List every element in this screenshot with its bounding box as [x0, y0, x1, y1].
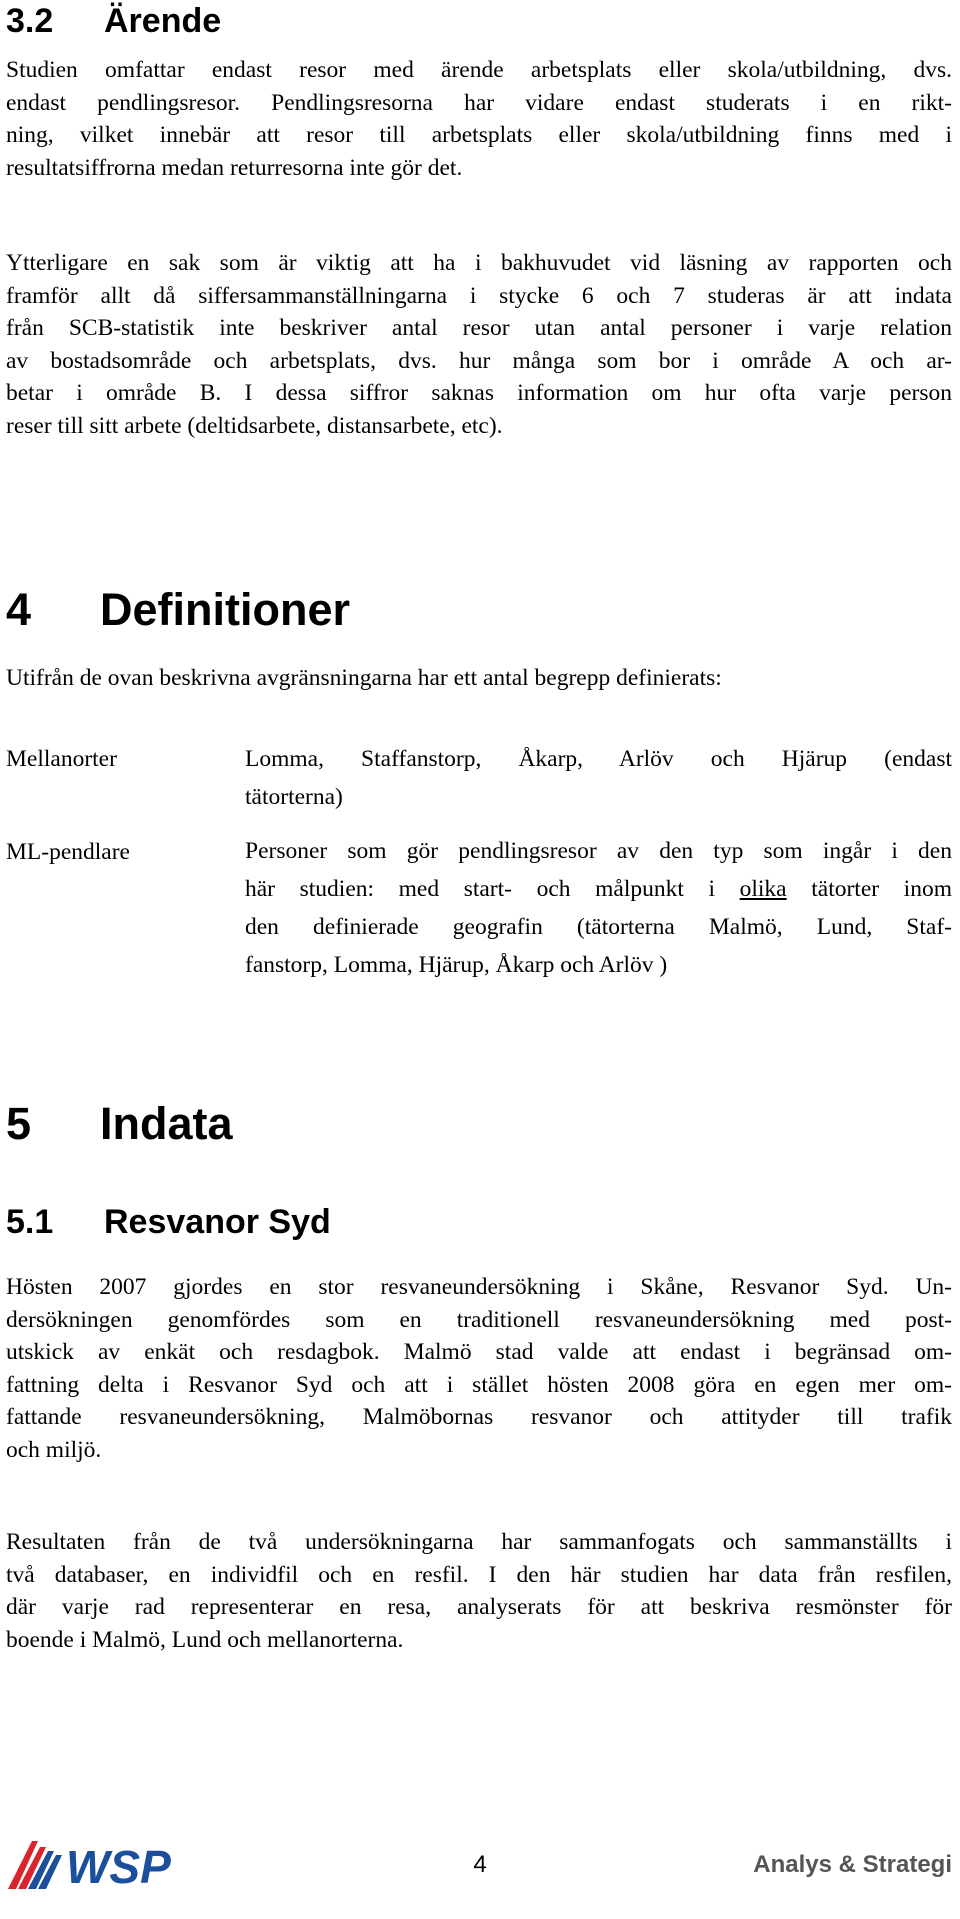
definition-term-mellanorter: Mellanorter — [6, 746, 117, 772]
text-line: den definierade geografin (tätorterna Malmö, Lund, Staf- — [245, 914, 952, 940]
underlined-word: olika — [739, 876, 787, 902]
text-line: Lomma, Staffanstorp, Åkarp, Arlöv och Hjärup (endast — [245, 746, 952, 772]
text-line: Personer som gör pendlingsresor av den typ som ingår i den — [245, 838, 952, 864]
text-line: Utifrån de ovan beskrivna avgränsningarna har ett antal begrepp definierats: — [6, 665, 722, 691]
text-line: fattande resvaneundersökning, Malmöbornas resvanor och attityder till trafik — [6, 1404, 952, 1430]
text-line: endast pendlingsresor. Pendlingsresorna har vidare endast studerats i en rikt- — [6, 89, 952, 116]
section-title: Resvanor Syd — [104, 1203, 331, 1241]
section-number: 5.1 — [6, 1203, 54, 1241]
paragraph-arende-1 — [6, 54, 952, 184]
text-line: framför allt då siffersammanställningarna i stycke 6 och 7 studeras är att indata — [6, 282, 952, 309]
page-number: 4 — [473, 1851, 487, 1878]
text-line: och miljö. — [6, 1436, 102, 1463]
section-title: Ärende — [104, 2, 222, 40]
section-number: 4 — [6, 584, 32, 635]
text-line: där varje rad representerar en resa, analyserats för att beskriva resmönster för — [6, 1594, 952, 1620]
paragraph-resvanor-2 — [6, 1526, 952, 1656]
text-line — [245, 870, 952, 908]
section-heading-5 — [6, 1098, 233, 1150]
definition-term-ml-pendlare: ML-pendlare — [6, 839, 130, 865]
page-footer — [0, 1835, 960, 1895]
section-title: Definitioner — [100, 584, 351, 635]
section-heading-5-1 — [6, 1203, 331, 1242]
text-line: Hösten 2007 gjordes en stor resvaneundersökning i Skåne, Resvanor Syd. Un- — [6, 1274, 952, 1300]
text-line: utskick av enkät och resdagbok. Malmö stad valde att endast i begränsad om- — [6, 1339, 952, 1365]
section-title: Indata — [100, 1098, 233, 1149]
text-line: boende i Malmö, Lund och mellanorterna. — [6, 1626, 404, 1653]
definition-desc-ml-pendlare — [245, 832, 952, 984]
text-fragment: här studien: med start- och målpunkt i — [245, 876, 740, 902]
wsp-logo-text: WSP — [66, 1841, 171, 1891]
footer-department: Analys & Strategi — [753, 1851, 952, 1878]
text-line: fattning delta i Resvanor Syd och att i stället hösten 2008 göra en egen mer om- — [6, 1371, 952, 1398]
section-number: 5 — [6, 1098, 32, 1149]
section-heading-4 — [6, 584, 350, 636]
definitions-intro — [6, 662, 952, 695]
text-line: reser till sitt arbete (deltidsarbete, distansarbete, etc). — [6, 412, 503, 439]
text-line: Resultaten från de två undersökningarna har sammanfogats och sammanställts i — [6, 1529, 952, 1555]
definition-desc-mellanorter — [245, 740, 952, 816]
text-line: ning, vilket innebär att resor till arbetsplats eller skola/utbildning finns med i — [6, 122, 952, 148]
text-line: två databaser, en individfil och en resfil. I den här studien har data från resfilen, — [6, 1561, 952, 1588]
text-line: av bostadsområde och arbetsplats, dvs. hur många som bor i område A och ar- — [6, 347, 952, 374]
text-line: resultatsiffrorna medan returresorna inte gör det. — [6, 154, 463, 181]
text-line: betar i område B. I dessa siffror saknas information om hur ofta varje person — [6, 380, 952, 406]
section-number: 3.2 — [6, 2, 54, 40]
text-line: fanstorp, Lomma, Hjärup, Åkarp och Arlöv ) — [245, 952, 668, 978]
text-line: från SCB-statistik inte beskriver antal resor utan antal personer i varje relation — [6, 315, 952, 341]
text-line: Ytterligare en sak som är viktig att ha i bakhuvudet vid läsning av rapporten och — [6, 250, 952, 276]
paragraph-resvanor-1 — [6, 1271, 952, 1466]
text-line: Studien omfattar endast resor med ärende arbetsplats eller skola/utbildning, dvs. — [6, 57, 952, 83]
text-line: tätorterna) — [245, 784, 343, 810]
paragraph-arende-2 — [6, 247, 952, 442]
text-fragment: tätorter inom — [786, 876, 952, 902]
text-line: dersökningen genomfördes som en traditionell resvaneundersökning med post- — [6, 1306, 952, 1333]
section-heading-3-2 — [6, 2, 221, 41]
